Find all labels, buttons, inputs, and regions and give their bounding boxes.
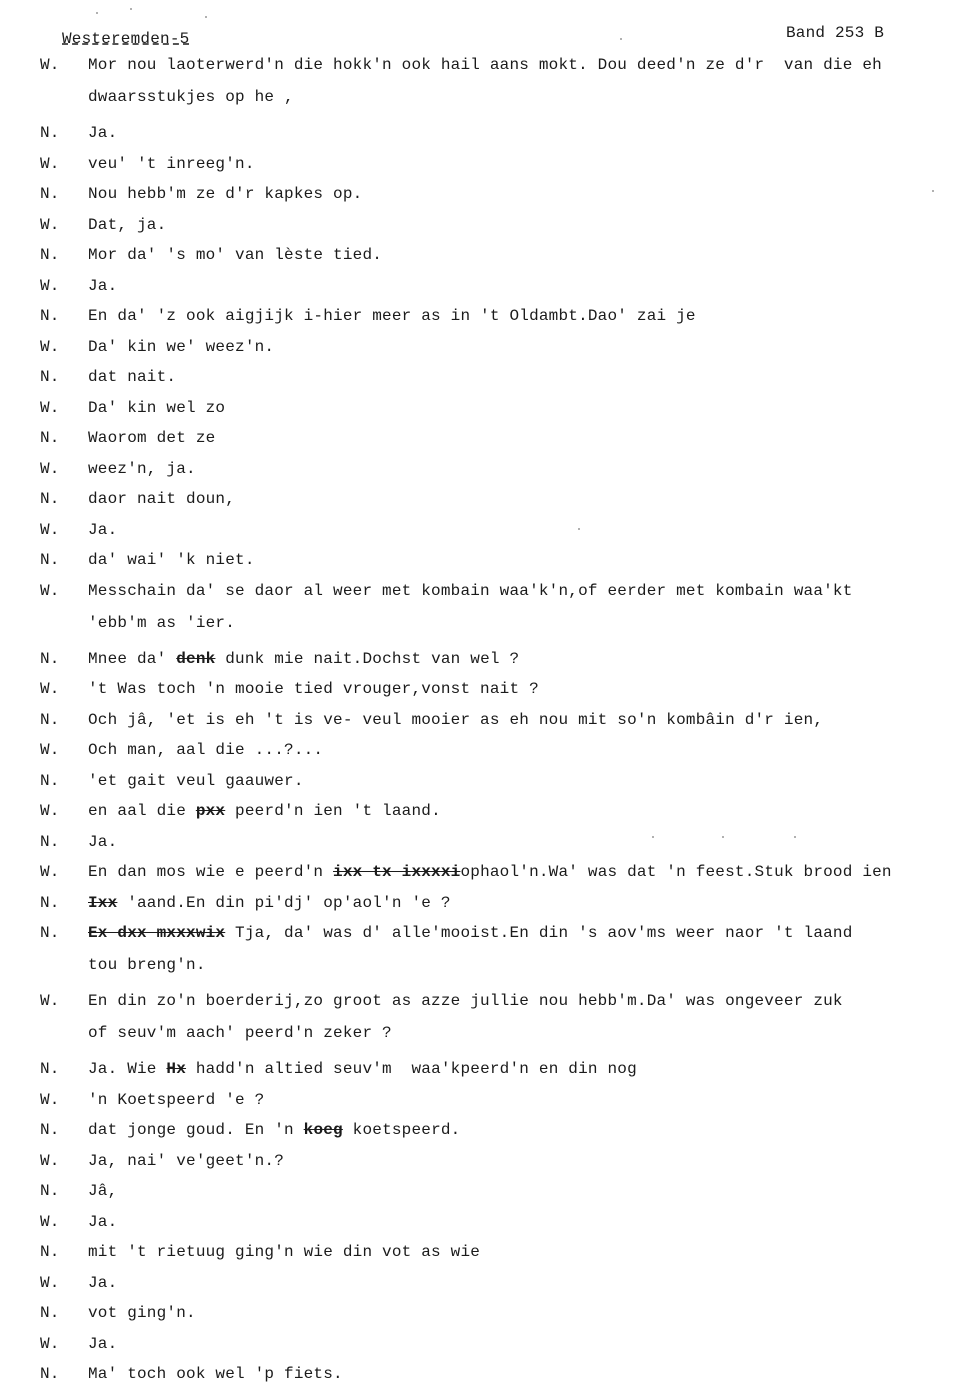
utterance-text: veu' 't inreeg'n.	[88, 154, 255, 173]
utterance	[88, 1213, 960, 1231]
utterance-text: Messchain da' se daor al weer met kombain waa'k'n,of eerder met kombain waa'kt	[88, 581, 853, 600]
utterance	[88, 155, 960, 173]
transcript-line	[40, 368, 960, 386]
utterance-line	[88, 399, 225, 417]
struck-out-text: pxx	[195, 802, 226, 820]
utterance-line	[88, 124, 117, 142]
utterance-continuation: 'ebb'm as 'ier.	[88, 613, 236, 632]
transcript-line	[40, 307, 960, 325]
struck-out-text: denk	[176, 649, 216, 668]
transcript-line	[40, 185, 960, 203]
transcript-line	[40, 124, 960, 142]
utterance	[88, 1243, 960, 1261]
utterance	[88, 1060, 960, 1078]
utterance-text: Ja.	[88, 1273, 118, 1292]
utterance-text: Da' kin we' weez'n.	[88, 337, 275, 356]
utterance	[88, 399, 960, 417]
utterance	[88, 521, 960, 539]
struck-out-text: koeg	[303, 1121, 343, 1139]
transcript-line	[40, 338, 960, 356]
utterance	[88, 246, 960, 264]
utterance-text: 't Was toch 'n mooie tied vrouger,vonst nait ?	[88, 680, 539, 698]
utterance-text: 'et gait veul gaauwer.	[88, 771, 304, 790]
speaker-label: N.	[40, 832, 60, 851]
transcript-line	[40, 399, 960, 417]
utterance-line	[88, 490, 235, 508]
transcript-line	[40, 1304, 960, 1322]
speaker-label: N.	[40, 649, 60, 668]
utterance-text: Ma' toch ook wel 'p fiets.	[88, 1365, 343, 1383]
utterance-text: Tja, da' was d' alle'mooist.En din 's aov'ms weer naor 't laand	[225, 924, 853, 942]
utterance	[88, 124, 960, 142]
utterance	[88, 1152, 960, 1170]
utterance	[88, 650, 960, 668]
utterance-line	[88, 368, 176, 386]
utterance	[88, 307, 960, 325]
utterance-text: hadd'n altied seuv'm waa'kpeerd'n en din nog	[186, 1060, 637, 1078]
transcript-line	[40, 650, 960, 668]
utterance-line	[88, 772, 304, 790]
scan-speck	[932, 190, 934, 192]
utterance	[88, 711, 960, 729]
utterance-line	[88, 1152, 284, 1170]
utterance	[88, 1182, 960, 1200]
speaker-label: N.	[40, 490, 60, 508]
utterance-text: Ja.	[88, 520, 118, 539]
utterance	[88, 338, 960, 356]
document-title: Westeremden-5	[62, 30, 190, 48]
scan-speck	[578, 528, 580, 530]
utterance-text: daor nait doun,	[88, 490, 236, 508]
transcript-line	[40, 1243, 960, 1261]
utterance-text: Ja. Wie	[88, 1060, 167, 1078]
utterance-text: Nou hebb'm ze d'r kapkes op.	[88, 185, 363, 203]
utterance-line	[88, 185, 362, 203]
utterance	[88, 1365, 960, 1383]
utterance	[88, 741, 960, 759]
utterance-line	[88, 1121, 460, 1139]
transcript-line	[40, 1152, 960, 1170]
speaker-label: W.	[40, 215, 60, 234]
utterance-text: Mor da' 's mo' van lèste tied.	[88, 246, 383, 264]
transcript-line	[40, 1365, 960, 1383]
utterance-line	[88, 216, 166, 234]
utterance-text: da' wai' 'k niet.	[88, 551, 255, 569]
utterance	[88, 582, 960, 632]
utterance-text: dat jonge goud. En 'n	[88, 1121, 304, 1139]
utterance	[88, 924, 960, 974]
utterance	[88, 490, 960, 508]
speaker-label: N.	[40, 551, 60, 569]
transcript-line	[40, 772, 960, 790]
utterance-text: Ja.	[88, 124, 118, 142]
struck-out-text: Ex dxx mxxxwix	[88, 924, 226, 942]
utterance-text: Och man, aal die ...?...	[88, 741, 324, 759]
speaker-label: W.	[40, 1334, 60, 1353]
utterance	[88, 1304, 960, 1322]
utterance-text: Dat, ja.	[88, 215, 167, 234]
speaker-label: W.	[40, 56, 60, 74]
utterance-text: Ja.	[88, 1212, 118, 1231]
struck-out-text: Ixx	[88, 893, 118, 912]
transcript-line	[40, 802, 960, 820]
utterance	[88, 551, 960, 569]
utterance	[88, 368, 960, 386]
utterance-text: Ja.	[88, 276, 118, 295]
utterance-text: Ja.	[88, 832, 118, 851]
utterance-line	[88, 992, 843, 1010]
transcript-line	[40, 155, 960, 173]
utterance-line	[88, 833, 117, 851]
speaker-label: W.	[40, 154, 60, 173]
transcript-line	[40, 56, 960, 106]
utterance-text: koetspeerd.	[342, 1121, 461, 1139]
utterance-line	[88, 246, 382, 264]
transcript-line	[40, 863, 960, 881]
utterance-line	[88, 1274, 117, 1292]
utterance-continuation: of seuv'm aach' peerd'n zeker ?	[88, 1024, 392, 1042]
transcript-line	[40, 551, 960, 569]
scan-speck	[620, 38, 622, 40]
struck-out-text: Hx	[166, 1060, 187, 1078]
speaker-label: W.	[40, 802, 60, 820]
transcript-line	[40, 992, 960, 1042]
transcript-line	[40, 894, 960, 912]
utterance-text: Mnee da'	[88, 649, 177, 668]
speaker-label: N.	[40, 246, 60, 264]
transcript-line	[40, 490, 960, 508]
utterance	[88, 992, 960, 1042]
utterance	[88, 429, 960, 447]
speaker-label: N.	[40, 771, 60, 790]
utterance-line	[88, 155, 255, 173]
utterance	[88, 833, 960, 851]
speaker-label: W.	[40, 1090, 60, 1109]
speaker-label: N.	[40, 710, 60, 729]
speaker-label: N.	[40, 429, 60, 447]
utterance-continuation: tou breng'n.	[88, 956, 206, 974]
scan-speck	[652, 836, 654, 838]
utterance-text: dat nait.	[88, 368, 177, 386]
utterance-text: 'n Koetspeerd 'e ?	[88, 1090, 265, 1109]
utterance-line	[88, 307, 696, 325]
utterance-text: Waorom det ze	[88, 429, 216, 447]
speaker-label: W.	[40, 1151, 60, 1170]
speaker-label: N.	[40, 924, 60, 942]
transcript-line	[40, 1213, 960, 1231]
utterance	[88, 277, 960, 295]
speaker-label: W.	[40, 992, 60, 1010]
struck-out-text: ixx tx ixxxxi	[333, 863, 461, 881]
utterance	[88, 1335, 960, 1353]
scan-speck	[722, 836, 724, 838]
utterance-line	[88, 582, 853, 600]
utterance-text: 'aand.En din pi'dj' op'aol'n 'e ?	[117, 893, 451, 912]
utterance-line	[88, 1182, 117, 1200]
transcript-line	[40, 1274, 960, 1292]
utterance-text: Da' kin wel zo	[88, 398, 226, 417]
utterance	[88, 460, 960, 478]
transcript-line	[40, 246, 960, 264]
utterance-line	[88, 1091, 264, 1109]
speaker-label: W.	[40, 1212, 60, 1231]
utterance-line	[88, 894, 451, 912]
speaker-label: W.	[40, 459, 60, 478]
utterance-text: Och jâ, 'et is eh 't is ve- veul mooier as eh nou mit so'n kombâin d'r ien,	[88, 710, 824, 729]
transcript-line	[40, 711, 960, 729]
utterance-text: En dan mos wie e peerd'n	[88, 863, 334, 881]
transcript-line	[40, 1121, 960, 1139]
utterance	[88, 863, 960, 881]
utterance-line	[88, 802, 441, 820]
utterance	[88, 772, 960, 790]
utterance-text: vot ging'n.	[88, 1304, 196, 1322]
utterance-line	[88, 1365, 343, 1383]
utterance	[88, 1274, 960, 1292]
scan-speck	[130, 8, 132, 10]
utterance-text: ophaol'n.Wa' was dat 'n feest.Stuk brood ien	[460, 863, 892, 881]
utterance-line	[88, 521, 117, 539]
utterance	[88, 894, 960, 912]
utterance-line	[88, 277, 117, 295]
utterance	[88, 185, 960, 203]
utterance-text: Ja.	[88, 1334, 118, 1353]
utterance-line	[88, 1304, 196, 1322]
utterance-text: peerd'n ien 't laand.	[225, 802, 441, 820]
transcript-line	[40, 1335, 960, 1353]
speaker-label: W.	[40, 276, 60, 295]
transcript-line	[40, 1060, 960, 1078]
transcript-line	[40, 741, 960, 759]
utterance	[88, 216, 960, 234]
transcript-line	[40, 216, 960, 234]
speaker-label: N.	[40, 368, 60, 386]
utterance-text: mit 't rietuug ging'n wie din vot as wie	[88, 1243, 481, 1261]
utterance	[88, 1121, 960, 1139]
utterance-line	[88, 56, 882, 74]
speaker-label: W.	[40, 337, 60, 356]
utterance-text: dunk mie nait.Dochst van wel ?	[215, 649, 520, 668]
speaker-label: N.	[40, 1365, 60, 1383]
speaker-label: N.	[40, 1060, 60, 1078]
transcript-line	[40, 680, 960, 698]
utterance-line	[88, 680, 539, 698]
utterance-line	[88, 1335, 117, 1353]
speaker-label: W.	[40, 398, 60, 417]
utterance-line	[88, 650, 519, 668]
speaker-label: W.	[40, 680, 60, 698]
transcript-line	[40, 833, 960, 851]
scan-speck	[96, 12, 98, 14]
transcript-line	[40, 277, 960, 295]
utterance	[88, 1091, 960, 1109]
speaker-label: N.	[40, 1304, 60, 1322]
speaker-label: N.	[40, 1182, 60, 1200]
utterance-text: Jâ,	[88, 1182, 118, 1200]
speaker-label: N.	[40, 185, 60, 203]
utterance-line	[88, 1060, 637, 1078]
transcript-line	[40, 429, 960, 447]
utterance-line	[88, 429, 215, 447]
speaker-label: N.	[40, 124, 60, 142]
speaker-label: W.	[40, 741, 60, 759]
transcript-line	[40, 1091, 960, 1109]
speaker-label: W.	[40, 520, 60, 539]
utterance-text: En da' 'z ook aigjijk i-hier meer as in 't Oldambt.Dao' zai je	[88, 307, 696, 325]
utterance-line	[88, 863, 892, 881]
transcript-line	[40, 460, 960, 478]
utterance	[88, 802, 960, 820]
utterance-text: en aal die	[88, 802, 196, 820]
utterance-line	[88, 924, 853, 942]
utterance-continuation: dwaarsstukjes op he ,	[88, 88, 294, 106]
utterance	[88, 680, 960, 698]
utterance-text: weez'n, ja.	[88, 459, 196, 478]
speaker-label: N.	[40, 307, 60, 325]
utterance-text: En din zo'n boerderij,zo groot as azze jullie nou hebb'm.Da' was ongeveer zuk	[88, 992, 843, 1010]
utterance-text: Ja, nai' ve'geet'n.?	[88, 1151, 285, 1170]
utterance-line	[88, 338, 274, 356]
transcript-line	[40, 582, 960, 632]
speaker-label: W.	[40, 1273, 60, 1292]
scan-speck	[205, 16, 207, 18]
utterance-line	[88, 460, 196, 478]
utterance-line	[88, 711, 823, 729]
utterance-line	[88, 1213, 117, 1231]
utterance-line	[88, 741, 323, 759]
speaker-label: N.	[40, 1243, 60, 1261]
utterance	[88, 56, 960, 106]
speaker-label: N.	[40, 1121, 60, 1139]
transcript-line	[40, 924, 960, 974]
speaker-label: W.	[40, 863, 60, 881]
speaker-label: N.	[40, 893, 60, 912]
scan-speck	[794, 836, 796, 838]
transcript	[40, 56, 960, 1396]
utterance-line	[88, 1243, 480, 1261]
utterance-text: Mor nou laoterwerd'n die hokk'n ook hail aans mokt. Dou deed'n ze d'r van die eh	[88, 56, 882, 74]
speaker-label: W.	[40, 581, 60, 600]
utterance-line	[88, 551, 255, 569]
transcript-line	[40, 1182, 960, 1200]
transcript-line	[40, 521, 960, 539]
band-label: Band 253 B	[786, 24, 885, 42]
